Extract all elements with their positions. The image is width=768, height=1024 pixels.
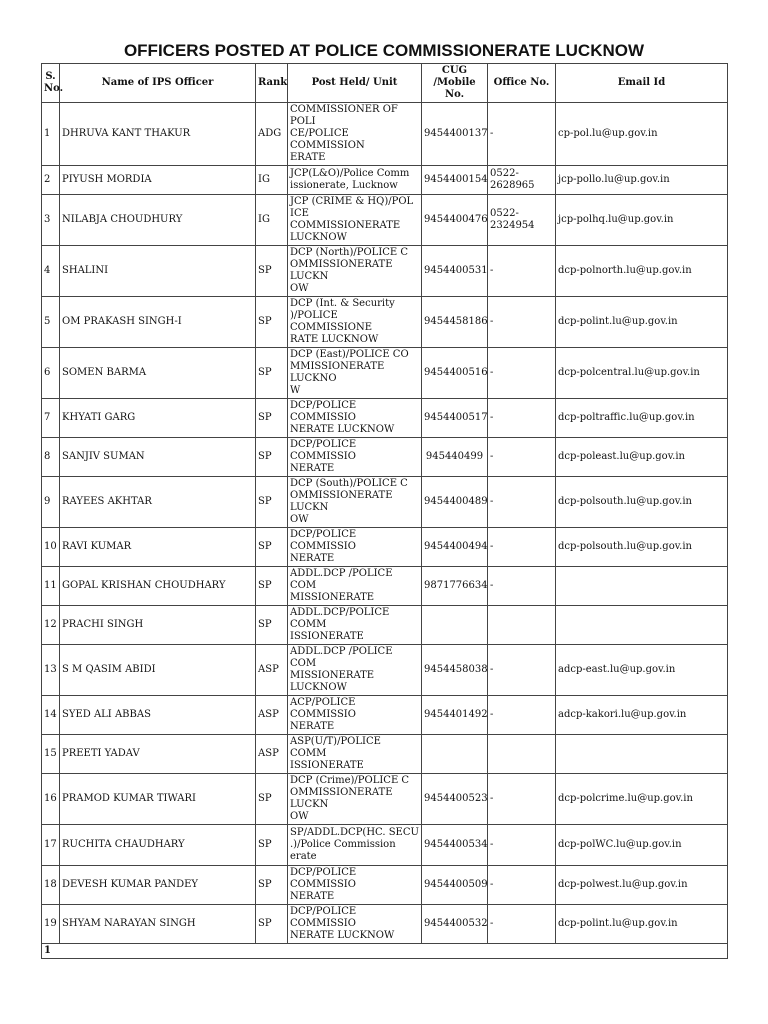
- table-row: [42, 528, 728, 567]
- cell-email: dcp-polsouth.lu@up.gov.in: [556, 477, 728, 528]
- officers-table: [41, 63, 728, 959]
- cell-name: KHYATI GARG: [60, 399, 256, 438]
- table-row: [42, 246, 728, 297]
- table-row: [42, 825, 728, 866]
- cell-cug: [422, 606, 488, 645]
- cell-post: ASP(U/T)/POLICE COMM ISSIONERATE: [288, 735, 422, 774]
- table-row: [42, 166, 728, 195]
- cell-name: OM PRAKASH SINGH-I: [60, 297, 256, 348]
- cell-email: adcp-kakori.lu@up.gov.in: [556, 696, 728, 735]
- cell-cug: 9454400509: [422, 866, 488, 905]
- cell-sno: 1: [42, 103, 60, 166]
- cell-email: dcp-polcentral.lu@up.gov.in: [556, 348, 728, 399]
- cell-office: -: [488, 103, 556, 166]
- cell-sno: 3: [42, 195, 60, 246]
- cell-office: -: [488, 399, 556, 438]
- table-body: [42, 103, 728, 944]
- cell-name: PRAMOD KUMAR TIWARI: [60, 774, 256, 825]
- table-row: [42, 866, 728, 905]
- page-number: 1: [42, 944, 728, 959]
- table-row: [42, 438, 728, 477]
- cell-rank: IG: [256, 166, 288, 195]
- cell-office: -: [488, 825, 556, 866]
- cell-sno: 5: [42, 297, 60, 348]
- table-row: [42, 905, 728, 944]
- cell-email: cp-pol.lu@up.gov.in: [556, 103, 728, 166]
- page-title: OFFICERS POSTED AT POLICE COMMISSIONERATE LUCKNOW: [123, 41, 645, 60]
- cell-cug: 9454400516: [422, 348, 488, 399]
- cell-cug: 9454400532: [422, 905, 488, 944]
- cell-rank: ASP: [256, 735, 288, 774]
- cell-email: jcp-polhq.lu@up.gov.in: [556, 195, 728, 246]
- cell-office: [488, 735, 556, 774]
- table-row: [42, 195, 728, 246]
- table-header-row: [42, 64, 728, 103]
- cell-office: -: [488, 477, 556, 528]
- table-row: [42, 735, 728, 774]
- cell-post: DCP (North)/POLICE C OMMISSIONERATE LUCKN OW: [288, 246, 422, 297]
- cell-sno: 6: [42, 348, 60, 399]
- cell-rank: SP: [256, 297, 288, 348]
- table-row: [42, 297, 728, 348]
- cell-name: PIYUSH MORDIA: [60, 166, 256, 195]
- cell-post: ACP/POLICE COMMISSIO NERATE: [288, 696, 422, 735]
- cell-name: DHRUVA KANT THAKUR: [60, 103, 256, 166]
- cell-name: SHYAM NARAYAN SINGH: [60, 905, 256, 944]
- cell-sno: 19: [42, 905, 60, 944]
- cell-sno: 12: [42, 606, 60, 645]
- cell-email: dcp-polsouth.lu@up.gov.in: [556, 528, 728, 567]
- cell-post: DCP (East)/POLICE CO MMISSIONERATE LUCKNO W: [288, 348, 422, 399]
- cell-cug: 9454401492: [422, 696, 488, 735]
- cell-sno: 7: [42, 399, 60, 438]
- cell-name: SHALINI: [60, 246, 256, 297]
- cell-post: DCP/POLICE COMMISSIO NERATE: [288, 528, 422, 567]
- cell-office: 0522-2628965: [488, 166, 556, 195]
- cell-email: jcp-pollo.lu@up.gov.in: [556, 166, 728, 195]
- cell-cug: 9454400137: [422, 103, 488, 166]
- cell-post: SP/ADDL.DCP(HC. SECU .)/Police Commission erate: [288, 825, 422, 866]
- cell-rank: SP: [256, 825, 288, 866]
- cell-rank: IG: [256, 195, 288, 246]
- cell-name: RAVI KUMAR: [60, 528, 256, 567]
- header-cug: CUG /Mobile No.: [422, 64, 488, 103]
- cell-name: S M QASIM ABIDI: [60, 645, 256, 696]
- cell-office: -: [488, 246, 556, 297]
- cell-email: dcp-polcrime.lu@up.gov.in: [556, 774, 728, 825]
- cell-cug: 9454400534: [422, 825, 488, 866]
- cell-email: dcp-polwest.lu@up.gov.in: [556, 866, 728, 905]
- cell-name: PRACHI SINGH: [60, 606, 256, 645]
- cell-name: SOMEN BARMA: [60, 348, 256, 399]
- cell-name: GOPAL KRISHAN CHOUDHARY: [60, 567, 256, 606]
- cell-office: -: [488, 567, 556, 606]
- cell-office: -: [488, 348, 556, 399]
- cell-email: dcp-poltraffic.lu@up.gov.in: [556, 399, 728, 438]
- cell-rank: ASP: [256, 645, 288, 696]
- cell-cug: 9871776634: [422, 567, 488, 606]
- cell-sno: 17: [42, 825, 60, 866]
- cell-rank: SP: [256, 399, 288, 438]
- cell-post: JCP (CRIME & HQ)/POL ICE COMMISSIONERATE LUCKNOW: [288, 195, 422, 246]
- cell-email: dcp-polnorth.lu@up.gov.in: [556, 246, 728, 297]
- header-sno: S. No.: [42, 64, 60, 103]
- header-email: Email Id: [556, 64, 728, 103]
- cell-email: dcp-poleast.lu@up.gov.in: [556, 438, 728, 477]
- cell-cug: 9454400494: [422, 528, 488, 567]
- cell-sno: 14: [42, 696, 60, 735]
- cell-email: [556, 567, 728, 606]
- cell-rank: SP: [256, 246, 288, 297]
- cell-name: RUCHITA CHAUDHARY: [60, 825, 256, 866]
- cell-email: adcp-east.lu@up.gov.in: [556, 645, 728, 696]
- cell-sno: 11: [42, 567, 60, 606]
- cell-office: -: [488, 774, 556, 825]
- cell-post: ADDL.DCP /POLICE COM MISSIONERATE LUCKNOW: [288, 645, 422, 696]
- cell-office: -: [488, 438, 556, 477]
- table-row: [42, 606, 728, 645]
- cell-email: dcp-polint.lu@up.gov.in: [556, 905, 728, 944]
- cell-office: -: [488, 905, 556, 944]
- header-rank: Rank: [256, 64, 288, 103]
- cell-name: PREETI YADAV: [60, 735, 256, 774]
- table-row: [42, 645, 728, 696]
- header-post: Post Held/ Unit: [288, 64, 422, 103]
- cell-rank: SP: [256, 477, 288, 528]
- cell-office: -: [488, 696, 556, 735]
- cell-sno: 13: [42, 645, 60, 696]
- cell-post: DCP/POLICE COMMISSIO NERATE: [288, 438, 422, 477]
- cell-sno: 18: [42, 866, 60, 905]
- cell-cug: 945440499: [422, 438, 488, 477]
- table-row: [42, 696, 728, 735]
- cell-email: [556, 735, 728, 774]
- cell-post: JCP(L&O)/Police Comm issionerate, Lucknow: [288, 166, 422, 195]
- cell-post: DCP (Crime)/POLICE C OMMISSIONERATE LUCKN OW: [288, 774, 422, 825]
- cell-post: DCP/POLICE COMMISSIO NERATE LUCKNOW: [288, 399, 422, 438]
- cell-post: DCP (Int. & Security )/POLICE COMMISSIONE RATE LUCKNOW: [288, 297, 422, 348]
- cell-cug: 9454400489: [422, 477, 488, 528]
- cell-cug: 9454400531: [422, 246, 488, 297]
- table-row: [42, 399, 728, 438]
- table-row: [42, 774, 728, 825]
- cell-post: ADDL.DCP/POLICE COMM ISSIONERATE: [288, 606, 422, 645]
- cell-cug: 9454400476: [422, 195, 488, 246]
- cell-cug: 9454400517: [422, 399, 488, 438]
- cell-office: -: [488, 866, 556, 905]
- cell-rank: ADG: [256, 103, 288, 166]
- cell-post: COMMISSIONER OF POLI CE/POLICE COMMISSION ERATE: [288, 103, 422, 166]
- cell-rank: SP: [256, 438, 288, 477]
- cell-office: 0522-2324954: [488, 195, 556, 246]
- cell-rank: SP: [256, 774, 288, 825]
- table-footer-row: [42, 944, 728, 959]
- cell-email: [556, 606, 728, 645]
- cell-post: DCP/POLICE COMMISSIO NERATE: [288, 866, 422, 905]
- cell-cug: 9454458186: [422, 297, 488, 348]
- cell-sno: 4: [42, 246, 60, 297]
- cell-name: SYED ALI ABBAS: [60, 696, 256, 735]
- cell-office: -: [488, 528, 556, 567]
- cell-sno: 9: [42, 477, 60, 528]
- cell-office: -: [488, 645, 556, 696]
- cell-office: [488, 606, 556, 645]
- cell-cug: 9454458038: [422, 645, 488, 696]
- table-row: [42, 103, 728, 166]
- table-row: [42, 348, 728, 399]
- table-row: [42, 567, 728, 606]
- cell-sno: 10: [42, 528, 60, 567]
- cell-post: DCP/POLICE COMMISSIO NERATE LUCKNOW: [288, 905, 422, 944]
- cell-cug: [422, 735, 488, 774]
- cell-email: dcp-polWC.lu@up.gov.in: [556, 825, 728, 866]
- cell-sno: 8: [42, 438, 60, 477]
- cell-name: SANJIV SUMAN: [60, 438, 256, 477]
- cell-sno: 16: [42, 774, 60, 825]
- cell-rank: SP: [256, 348, 288, 399]
- cell-name: RAYEES AKHTAR: [60, 477, 256, 528]
- cell-rank: ASP: [256, 696, 288, 735]
- cell-name: DEVESH KUMAR PANDEY: [60, 866, 256, 905]
- cell-sno: 2: [42, 166, 60, 195]
- cell-cug: 9454400154: [422, 166, 488, 195]
- table-row: [42, 477, 728, 528]
- header-name: Name of IPS Officer: [60, 64, 256, 103]
- cell-rank: SP: [256, 866, 288, 905]
- cell-rank: SP: [256, 606, 288, 645]
- header-office: Office No.: [488, 64, 556, 103]
- cell-rank: SP: [256, 905, 288, 944]
- cell-cug: 9454400523: [422, 774, 488, 825]
- cell-office: -: [488, 297, 556, 348]
- cell-email: dcp-polint.lu@up.gov.in: [556, 297, 728, 348]
- cell-post: ADDL.DCP /POLICE COM MISSIONERATE: [288, 567, 422, 606]
- cell-rank: SP: [256, 567, 288, 606]
- cell-rank: SP: [256, 528, 288, 567]
- cell-post: DCP (South)/POLICE C OMMISSIONERATE LUCKN OW: [288, 477, 422, 528]
- cell-sno: 15: [42, 735, 60, 774]
- cell-name: NILABJA CHOUDHURY: [60, 195, 256, 246]
